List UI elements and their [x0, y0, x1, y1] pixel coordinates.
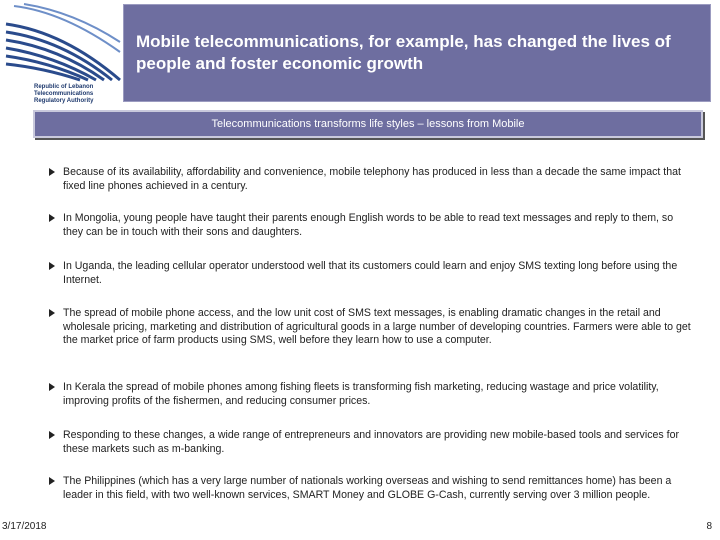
logo-stripes-graphic [4, 2, 122, 82]
bullet-arrow-icon [49, 309, 55, 317]
bullet-text: In Kerala the spread of mobile phones among fishing fleets is transforming fish marketing, reducing wastage and price volatility, improving profits of the fishermen, and reducing consumer prices. [63, 381, 659, 407]
bullet-text: Because of its availability, affordability and convenience, mobile telephony has produced in less than a decade the same impact that fixed line phones achieved in a century. [63, 166, 681, 192]
bullet-arrow-icon [49, 477, 55, 485]
slide-date: 3/17/2018 [2, 521, 47, 532]
logo-caption-line-2: Telecommunications [34, 91, 94, 97]
subtitle-bar [33, 110, 703, 138]
bullet-text: In Uganda, the leading cellular operator understood well that its customers could learn and enjoy SMS texting long before using the Internet. [63, 260, 678, 286]
bullet-arrow-icon [49, 431, 55, 439]
bullet-arrow-icon [49, 168, 55, 176]
slide-page-number: 8 [706, 521, 712, 532]
bullet-text: Responding to these changes, a wide range of entrepreneurs and innovators are providing new mobile-based tools and services for these markets such as m-banking. [63, 429, 679, 455]
slide-title: Mobile telecommunications, for example, has changed the lives of people and foster economic growth [136, 32, 671, 73]
title-banner [123, 4, 711, 102]
slide-subtitle: Telecommunications transforms life styles – lessons from Mobile [211, 118, 525, 130]
bullet-text: The spread of mobile phone access, and the low unit cost of SMS text messages, is enabling dramatic changes in the retail and wholesale pricing, marketing and distribution of agricultural goods in a large number of developing countries. Farmers were able to get the market price of farm products using SMS, well before they learn how to use a computer. [63, 307, 691, 346]
bullet-arrow-icon [49, 383, 55, 391]
logo-caption-line-1: Republic of Lebanon [34, 84, 94, 90]
logo-caption-line-3: Regulatory Authority [34, 98, 94, 104]
logo-caption [34, 84, 126, 105]
bullet-text: In Mongolia, young people have taught their parents enough English words to be able to read text messages and reply to them, so they can be in touch with their sons and daughters. [63, 212, 674, 238]
bullet-arrow-icon [49, 262, 55, 270]
bullet-text: The Philippines (which has a very large number of nationals working overseas and wishing to send remittances home) has been a leader in this field, with two well-known services, SMART Money and GLOBE G-Cash, currently serving over 3 million people. [63, 475, 672, 501]
tra-logo [4, 2, 122, 104]
bullet-arrow-icon [49, 214, 55, 222]
